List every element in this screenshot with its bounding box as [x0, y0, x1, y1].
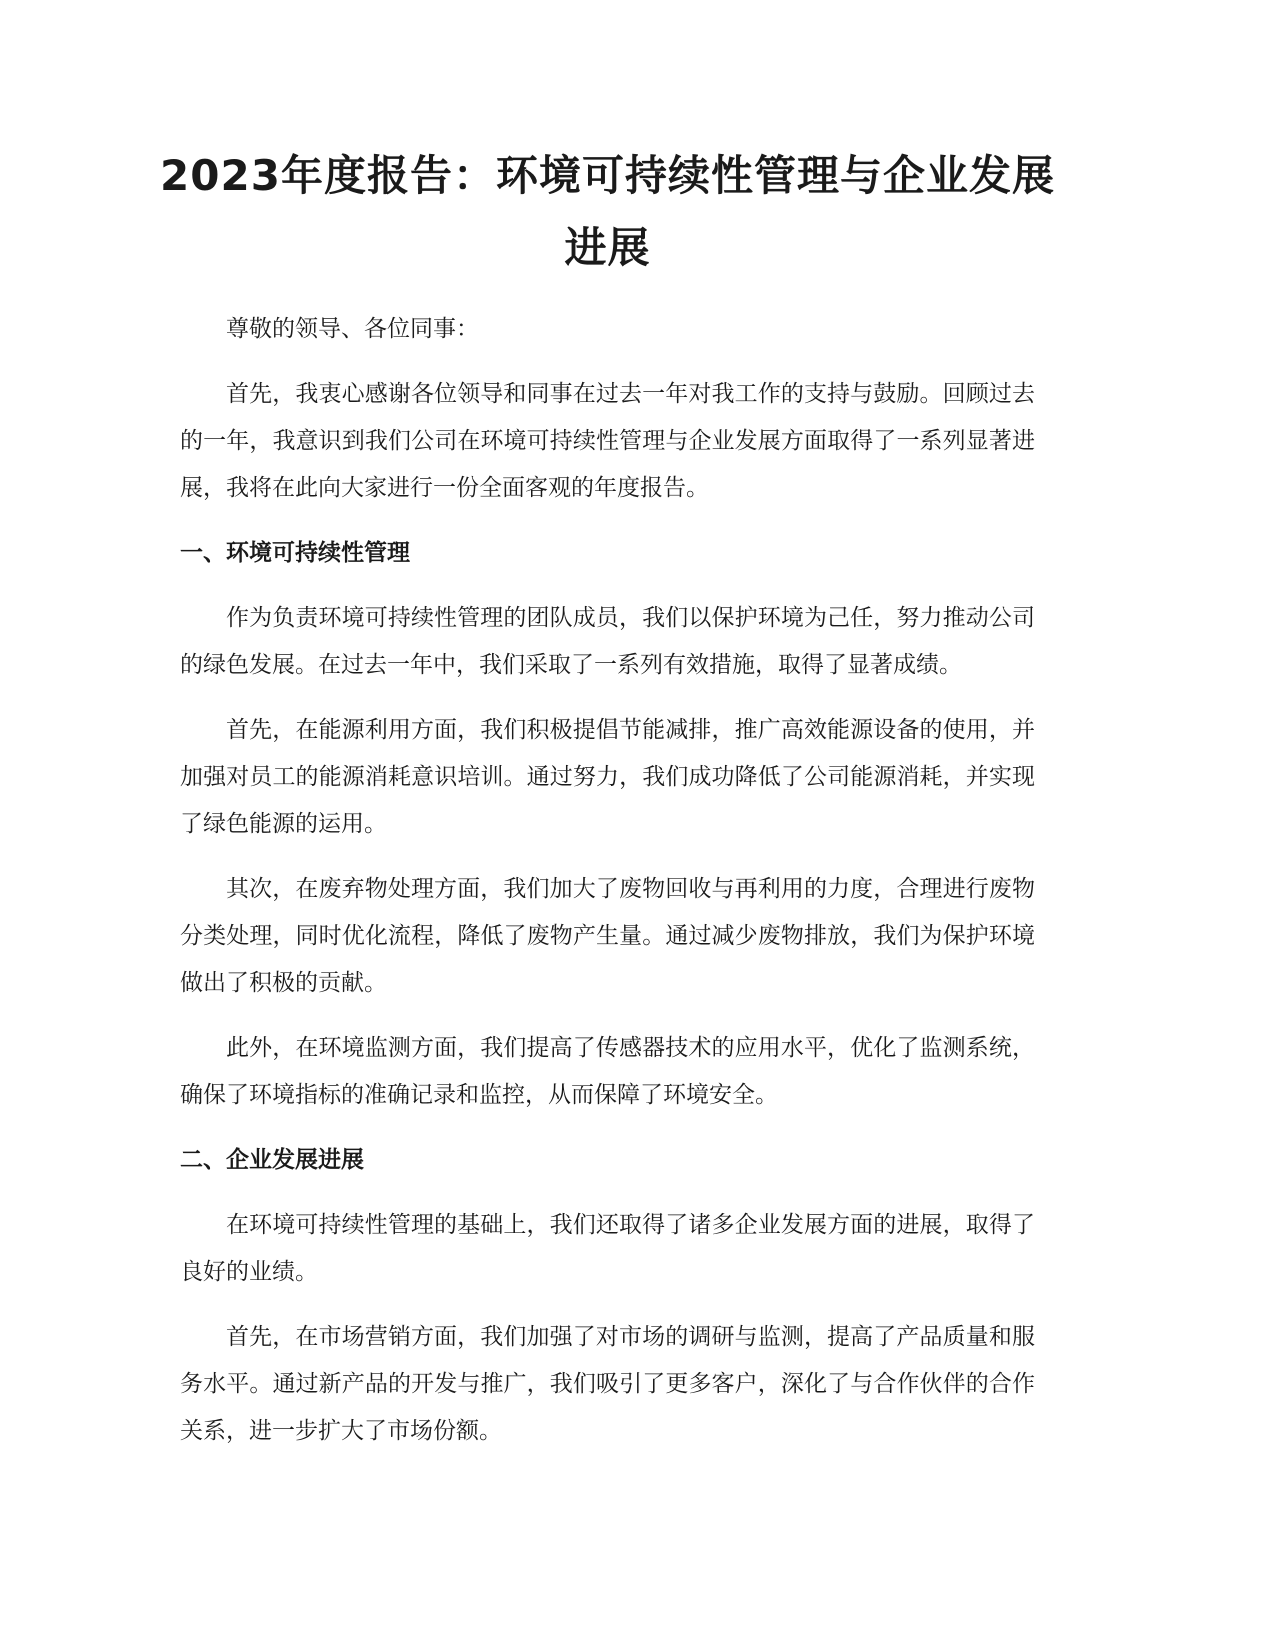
section-1-paragraph-4: 此外，在环境监测方面，我们提高了传感器技术的应用水平，优化了监测系统，确保了环境指标的准确记录和监控，从而保障了环境安全。 — [180, 1035, 1035, 1108]
section-2-heading: 二、企业发展进展 — [180, 1147, 364, 1173]
section-1-paragraph-3: 其次，在废弃物处理方面，我们加大了废物回收与再利用的力度，合理进行废物分类处理，同时优化流程，降低了废物产生量。通过减少废物排放，我们为保护环境做出了积极的贡献。 — [180, 876, 1035, 996]
section-1-paragraph-1: 作为负责环境可持续性管理的团队成员，我们以保护环境为己任，努力推动公司的绿色发展。在过去一年中，我们采取了一系列有效措施，取得了显著成绩。 — [180, 605, 1035, 678]
document-page — [160, 140, 1055, 1473]
section-1-heading: 一、环境可持续性管理 — [180, 540, 410, 566]
intro-paragraph: 首先，我衷心感谢各位领导和同事在过去一年对我工作的支持与鼓励。回顾过去的一年，我意识到我们公司在环境可持续性管理与企业发展方面取得了一系列显著进展，我将在此向大家进行一份全面客观的年度报告。 — [180, 381, 1035, 501]
section-1-paragraph-2: 首先，在能源利用方面，我们积极提倡节能减排，推广高效能源设备的使用，并加强对员工的能源消耗意识培训。通过努力，我们成功降低了公司能源消耗，并实现了绿色能源的运用。 — [180, 717, 1035, 837]
section-2-paragraph-2: 首先，在市场营销方面，我们加强了对市场的调研与监测，提高了产品质量和服务水平。通过新产品的开发与推广，我们吸引了更多客户，深化了与合作伙伴的合作关系，进一步扩大了市场份额。 — [180, 1324, 1035, 1444]
document-title: 2023年度报告：环境可持续性管理与企业发展进展 — [160, 151, 1055, 272]
section-2-paragraph-1: 在环境可持续性管理的基础上，我们还取得了诸多企业发展方面的进展，取得了良好的业绩。 — [180, 1212, 1035, 1285]
salutation: 尊敬的领导、各位同事： — [226, 316, 479, 342]
